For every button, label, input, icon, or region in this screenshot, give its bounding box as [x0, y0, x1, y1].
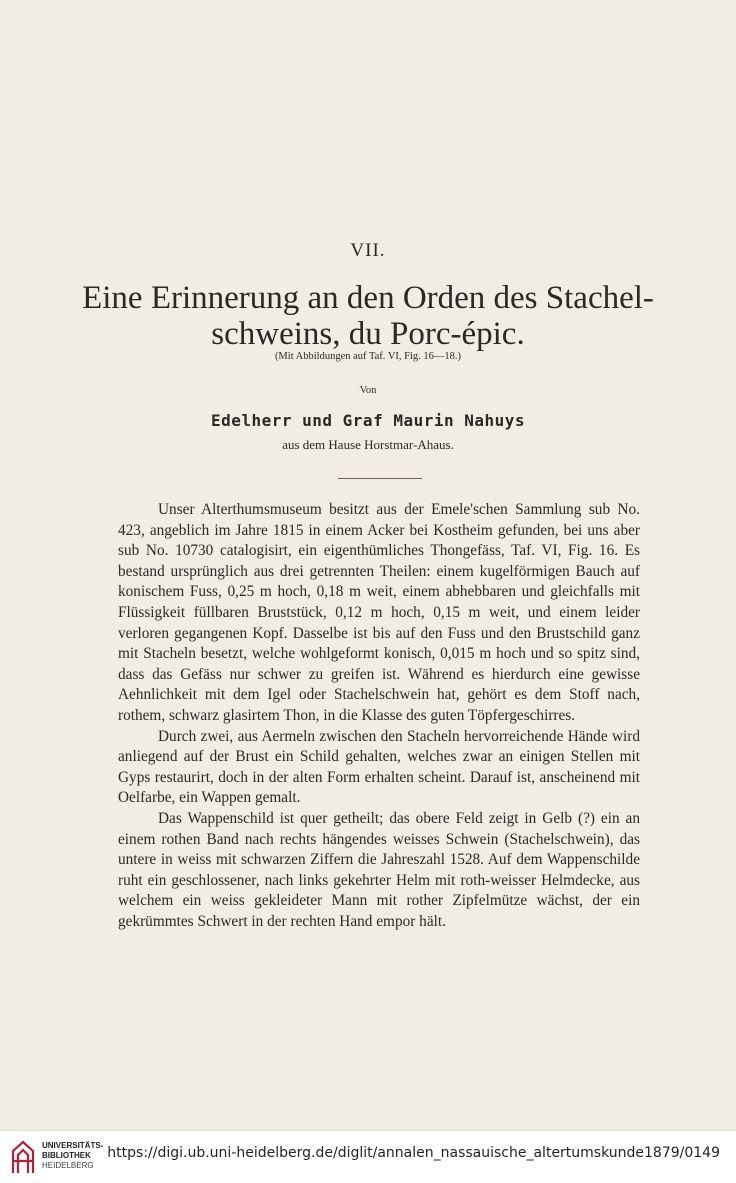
chapter-number: VII.: [350, 240, 386, 261]
library-line-3: HEIDELBERG: [42, 1161, 94, 1170]
library-name: [42, 1141, 103, 1171]
paragraph-3: Das Wappenschild ist quer getheilt; das obere Feld zeigt in Gelb (?) ein an einem rothen Band nach rechts hängendes weisses Schwein (Stachelschwein), das untere in weiss mit schwarzen Ziffern die Jahreszahl 1528. Auf dem Wappenschilde ruht ein geschlossener, nach links gekehrter Helm mit roth-weisser Helmdecke, aus welchem ein weiss gekleideter Mann mit rother Zipfelmütze wächst, der ein gekrümmtes Schwert in der rechten Hand empor hält.: [118, 809, 640, 930]
library-line-1: UNIVERSITÄTS-: [42, 1141, 104, 1150]
illustration-note: (Mit Abbildungen auf Taf. VI, Fig. 16—18.): [274, 351, 462, 362]
author-origin: aus dem Hause Horstmar-Ahaus.: [282, 437, 454, 452]
byline-von: Von: [359, 385, 377, 396]
section-divider: [338, 478, 422, 479]
permalink-url[interactable]: https://digi.ub.uni-heidelberg.de/diglit/annalen_nassauische_altertumskunde1879/0149: [107, 1145, 720, 1161]
paragraph-1: Unser Alterthumsmuseum besitzt aus der Emele'schen Sammlung sub No. 423, angeblich im Jahre 1815 in einem Acker bei Kostheim gefunden, bei uns aber sub No. 10730 catalogisirt, ein eigenthümliches Thongefäss, Taf. VI, Fig. 16. Es bestand ursprünglich aus drei getrennten Theilen: einem kugelförmigen Bauch auf konischem Fuss, 0,25 m hoch, 0,18 m weit, einem abhebbaren und gleichfalls mit Flüssigkeit füllbaren Bruststück, 0,12 m hoch, 0,15 m weit, und einem leider verloren gegangenen Kopf. Dasselbe ist bis auf den Fuss und den Brustschild ganz mit Stacheln besetzt, welche wohlgeformt konisch, 0,015 m hoch und so spitz sind, dass das Gefäss nur schwer zu greifen ist. Während es hierdurch eine gewisse Aehnlichkeit mit dem Igel oder Stachelschwein hat, gehört es dem Stoff nach, rothem, schwarz glasirtem Thon, in die Klasse des guten Töpfergeschirres.: [118, 501, 640, 724]
heidelberg-library-logo-icon[interactable]: [10, 1139, 36, 1175]
article-title: [0, 280, 736, 352]
viewer-footer: [0, 1130, 736, 1183]
author-name: Edelherr und Graf Maurin Nahuys: [210, 411, 526, 430]
title-line-1: Eine Erinnerung an den Orden des Stachel-: [82, 280, 654, 316]
article-body: [118, 500, 640, 932]
paragraph-2: Durch zwei, aus Aermeln zwischen den Stacheln hervorreichende Hände wird anliegend auf der Brust ein Schild gehalten, welches zwar an einigen Stellen mit Gyps restaurirt, doch in der alten Form erhalten scheint. Darauf ist, anscheinend mit Oelfarbe, ein Wappen gemalt.: [118, 727, 640, 807]
title-line-2: schweins, du Porc-épic.: [211, 316, 525, 352]
library-line-2: BIBLIOTHEK: [42, 1151, 91, 1160]
